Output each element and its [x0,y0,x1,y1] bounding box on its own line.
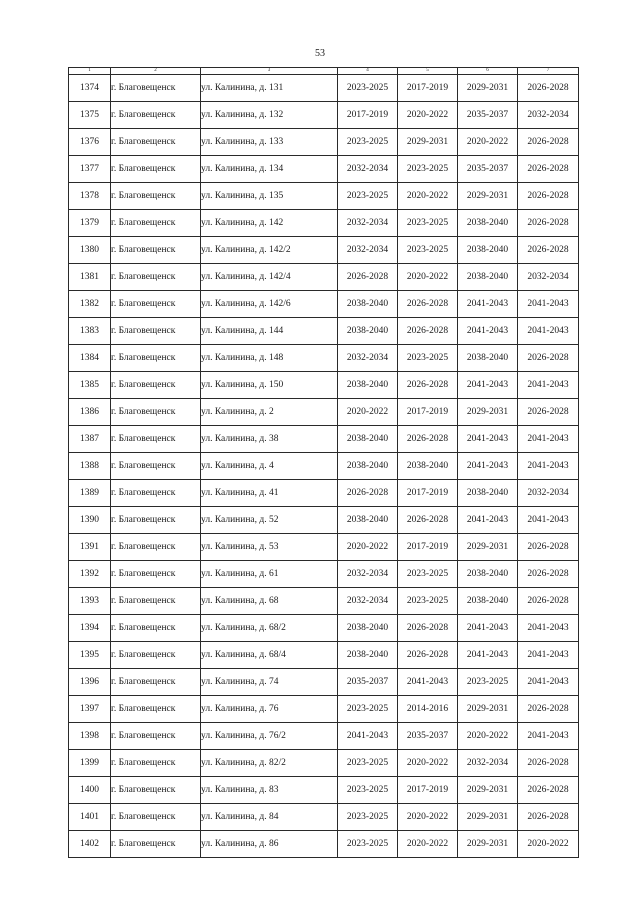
period-3-cell: 2041-2043 [458,615,518,642]
row-number-cell: 1391 [69,534,111,561]
address-cell: ул. Калинина, д. 76/2 [201,723,338,750]
city-cell: г. Благовещенск [111,480,201,507]
period-2-cell: 2023-2025 [398,588,458,615]
period-4-cell: 2026-2028 [518,561,579,588]
address-cell: ул. Калинина, д. 38 [201,426,338,453]
city-cell: г. Благовещенск [111,372,201,399]
period-2-cell: 2038-2040 [398,453,458,480]
address-cell: ул. Калинина, д. 142/6 [201,291,338,318]
table-row [69,453,579,480]
row-number-cell: 1394 [69,615,111,642]
period-3-cell: 2041-2043 [458,507,518,534]
row-number-cell: 1378 [69,183,111,210]
city-cell: г. Благовещенск [111,507,201,534]
address-cell: ул. Калинина, д. 82/2 [201,750,338,777]
period-2-cell: 2026-2028 [398,642,458,669]
period-3-cell: 2041-2043 [458,453,518,480]
table-row [69,507,579,534]
period-1-cell: 2020-2022 [338,534,398,561]
period-3-cell: 2038-2040 [458,264,518,291]
period-4-cell: 2026-2028 [518,129,579,156]
table-row [69,399,579,426]
address-cell: ул. Калинина, д. 41 [201,480,338,507]
city-cell: г. Благовещенск [111,210,201,237]
period-2-cell: 2023-2025 [398,210,458,237]
period-4-cell: 2041-2043 [518,723,579,750]
address-cell: ул. Калинина, д. 134 [201,156,338,183]
address-cell: ул. Калинина, д. 131 [201,75,338,102]
period-2-cell: 2020-2022 [398,183,458,210]
period-4-cell: 2041-2043 [518,453,579,480]
city-cell: г. Благовещенск [111,696,201,723]
address-cell: ул. Калинина, д. 142/4 [201,264,338,291]
period-3-cell: 2041-2043 [458,426,518,453]
address-cell: ул. Калинина, д. 84 [201,804,338,831]
period-2-cell: 2026-2028 [398,615,458,642]
period-1-cell: 2038-2040 [338,426,398,453]
row-number-cell: 1383 [69,318,111,345]
period-2-cell: 2023-2025 [398,237,458,264]
period-2-cell: 2029-2031 [398,129,458,156]
table-row [69,777,579,804]
period-1-cell: 2023-2025 [338,696,398,723]
period-4-cell: 2026-2028 [518,399,579,426]
row-number-cell: 1398 [69,723,111,750]
table-row [69,534,579,561]
row-number-cell: 1397 [69,696,111,723]
period-4-cell: 2041-2043 [518,642,579,669]
table-row [69,156,579,183]
period-2-cell: 2017-2019 [398,480,458,507]
period-1-cell: 2041-2043 [338,723,398,750]
column-header-7: 7 [518,68,579,75]
period-3-cell: 2029-2031 [458,399,518,426]
period-2-cell: 2020-2022 [398,102,458,129]
city-cell: г. Благовещенск [111,534,201,561]
table-row [69,561,579,588]
period-4-cell: 2026-2028 [518,75,579,102]
period-3-cell: 2029-2031 [458,831,518,858]
period-4-cell: 2041-2043 [518,615,579,642]
address-cell: ул. Калинина, д. 83 [201,777,338,804]
city-cell: г. Благовещенск [111,75,201,102]
city-cell: г. Благовещенск [111,237,201,264]
period-2-cell: 2026-2028 [398,426,458,453]
period-4-cell: 2026-2028 [518,345,579,372]
city-cell: г. Благовещенск [111,588,201,615]
period-2-cell: 2035-2037 [398,723,458,750]
period-3-cell: 2035-2037 [458,102,518,129]
period-3-cell: 2029-2031 [458,696,518,723]
row-number-cell: 1399 [69,750,111,777]
period-3-cell: 2041-2043 [458,318,518,345]
address-cell: ул. Калинина, д. 61 [201,561,338,588]
row-number-cell: 1395 [69,642,111,669]
period-2-cell: 2023-2025 [398,156,458,183]
period-4-cell: 2041-2043 [518,426,579,453]
address-cell: ул. Калинина, д. 148 [201,345,338,372]
address-cell: ул. Калинина, д. 135 [201,183,338,210]
address-cell: ул. Калинина, д. 150 [201,372,338,399]
table-row [69,372,579,399]
period-2-cell: 2023-2025 [398,345,458,372]
address-cell: ул. Калинина, д. 133 [201,129,338,156]
period-3-cell: 2038-2040 [458,237,518,264]
city-cell: г. Благовещенск [111,804,201,831]
row-number-cell: 1376 [69,129,111,156]
table-row [69,129,579,156]
period-3-cell: 2029-2031 [458,534,518,561]
registry-table [68,67,579,858]
table-row [69,588,579,615]
period-1-cell: 2038-2040 [338,372,398,399]
column-header-5: 5 [398,68,458,75]
period-4-cell: 2026-2028 [518,183,579,210]
table-row [69,750,579,777]
period-2-cell: 2020-2022 [398,804,458,831]
address-cell: ул. Калинина, д. 68 [201,588,338,615]
page-number: 53 [315,48,325,59]
city-cell: г. Благовещенск [111,291,201,318]
period-1-cell: 2038-2040 [338,318,398,345]
address-cell: ул. Калинина, д. 68/2 [201,615,338,642]
row-number-cell: 1389 [69,480,111,507]
address-cell: ул. Калинина, д. 68/4 [201,642,338,669]
address-cell: ул. Калинина, д. 52 [201,507,338,534]
table-row [69,210,579,237]
period-3-cell: 2035-2037 [458,156,518,183]
address-cell: ул. Калинина, д. 76 [201,696,338,723]
address-cell: ул. Калинина, д. 74 [201,669,338,696]
city-cell: г. Благовещенск [111,156,201,183]
period-3-cell: 2038-2040 [458,561,518,588]
period-2-cell: 2041-2043 [398,669,458,696]
period-1-cell: 2023-2025 [338,183,398,210]
period-4-cell: 2026-2028 [518,777,579,804]
period-1-cell: 2038-2040 [338,642,398,669]
period-4-cell: 2032-2034 [518,102,579,129]
address-cell: ул. Калинина, д. 142/2 [201,237,338,264]
row-number-cell: 1379 [69,210,111,237]
row-number-cell: 1374 [69,75,111,102]
address-cell: ул. Калинина, д. 142 [201,210,338,237]
period-3-cell: 2023-2025 [458,669,518,696]
row-number-cell: 1400 [69,777,111,804]
row-number-cell: 1382 [69,291,111,318]
row-number-cell: 1393 [69,588,111,615]
table-row [69,831,579,858]
city-cell: г. Благовещенск [111,777,201,804]
table-row [69,102,579,129]
city-cell: г. Благовещенск [111,264,201,291]
address-cell: ул. Калинина, д. 144 [201,318,338,345]
period-3-cell: 2041-2043 [458,372,518,399]
city-cell: г. Благовещенск [111,129,201,156]
period-2-cell: 2014-2016 [398,696,458,723]
address-cell: ул. Калинина, д. 53 [201,534,338,561]
city-cell: г. Благовещенск [111,102,201,129]
city-cell: г. Благовещенск [111,669,201,696]
period-2-cell: 2023-2025 [398,561,458,588]
city-cell: г. Благовещенск [111,318,201,345]
table-row [69,426,579,453]
period-4-cell: 2041-2043 [518,372,579,399]
period-3-cell: 2029-2031 [458,777,518,804]
period-3-cell: 2032-2034 [458,750,518,777]
period-1-cell: 2035-2037 [338,669,398,696]
period-3-cell: 2038-2040 [458,210,518,237]
city-cell: г. Благовещенск [111,426,201,453]
period-3-cell: 2020-2022 [458,129,518,156]
row-number-cell: 1390 [69,507,111,534]
row-number-cell: 1384 [69,345,111,372]
row-number-cell: 1377 [69,156,111,183]
period-1-cell: 2026-2028 [338,480,398,507]
period-2-cell: 2026-2028 [398,507,458,534]
period-2-cell: 2026-2028 [398,372,458,399]
column-header-2: 2 [111,68,201,75]
period-3-cell: 2041-2043 [458,642,518,669]
period-1-cell: 2023-2025 [338,750,398,777]
table-body [69,75,579,858]
period-3-cell: 2038-2040 [458,480,518,507]
period-4-cell: 2026-2028 [518,156,579,183]
table-row [69,480,579,507]
row-number-cell: 1388 [69,453,111,480]
period-2-cell: 2020-2022 [398,750,458,777]
period-3-cell: 2038-2040 [458,345,518,372]
table-row [69,345,579,372]
table-row [69,642,579,669]
period-1-cell: 2032-2034 [338,561,398,588]
period-4-cell: 2026-2028 [518,804,579,831]
period-1-cell: 2038-2040 [338,453,398,480]
period-4-cell: 2041-2043 [518,291,579,318]
period-4-cell: 2026-2028 [518,750,579,777]
period-1-cell: 2032-2034 [338,156,398,183]
city-cell: г. Благовещенск [111,642,201,669]
period-4-cell: 2026-2028 [518,696,579,723]
period-3-cell: 2020-2022 [458,723,518,750]
period-1-cell: 2017-2019 [338,102,398,129]
period-4-cell: 2026-2028 [518,210,579,237]
table-row [69,318,579,345]
address-cell: ул. Калинина, д. 132 [201,102,338,129]
period-1-cell: 2032-2034 [338,210,398,237]
period-4-cell: 2032-2034 [518,264,579,291]
city-cell: г. Благовещенск [111,399,201,426]
period-1-cell: 2023-2025 [338,804,398,831]
address-cell: ул. Калинина, д. 4 [201,453,338,480]
column-header-4: 4 [338,68,398,75]
table-row [69,183,579,210]
period-1-cell: 2020-2022 [338,399,398,426]
row-number-cell: 1380 [69,237,111,264]
period-4-cell: 2026-2028 [518,588,579,615]
period-4-cell: 2041-2043 [518,507,579,534]
period-2-cell: 2020-2022 [398,831,458,858]
address-cell: ул. Калинина, д. 2 [201,399,338,426]
period-4-cell: 2032-2034 [518,480,579,507]
table-row [69,264,579,291]
period-2-cell: 2026-2028 [398,291,458,318]
table-header [69,68,579,75]
row-number-cell: 1401 [69,804,111,831]
row-number-cell: 1396 [69,669,111,696]
row-number-cell: 1386 [69,399,111,426]
period-1-cell: 2026-2028 [338,264,398,291]
period-4-cell: 2020-2022 [518,831,579,858]
period-1-cell: 2032-2034 [338,345,398,372]
period-4-cell: 2041-2043 [518,318,579,345]
table-row [69,696,579,723]
period-4-cell: 2026-2028 [518,534,579,561]
period-1-cell: 2023-2025 [338,75,398,102]
row-number-cell: 1402 [69,831,111,858]
column-header-3: 3 [201,68,338,75]
table-row [69,75,579,102]
city-cell: г. Благовещенск [111,723,201,750]
city-cell: г. Благовещенск [111,345,201,372]
header-row [69,68,579,75]
address-cell: ул. Калинина, д. 86 [201,831,338,858]
table-row [69,237,579,264]
column-header-1: 1 [69,68,111,75]
period-2-cell: 2017-2019 [398,75,458,102]
row-number-cell: 1375 [69,102,111,129]
period-4-cell: 2041-2043 [518,669,579,696]
period-1-cell: 2032-2034 [338,588,398,615]
period-1-cell: 2038-2040 [338,291,398,318]
period-1-cell: 2023-2025 [338,831,398,858]
period-1-cell: 2032-2034 [338,237,398,264]
period-2-cell: 2017-2019 [398,399,458,426]
period-1-cell: 2038-2040 [338,507,398,534]
period-3-cell: 2029-2031 [458,183,518,210]
row-number-cell: 1385 [69,372,111,399]
period-1-cell: 2023-2025 [338,777,398,804]
period-3-cell: 2029-2031 [458,804,518,831]
period-3-cell: 2041-2043 [458,291,518,318]
period-2-cell: 2026-2028 [398,318,458,345]
table-row [69,669,579,696]
period-2-cell: 2017-2019 [398,777,458,804]
row-number-cell: 1392 [69,561,111,588]
city-cell: г. Благовещенск [111,561,201,588]
column-header-6: 6 [458,68,518,75]
table-row [69,804,579,831]
city-cell: г. Благовещенск [111,750,201,777]
table-row [69,291,579,318]
city-cell: г. Благовещенск [111,831,201,858]
city-cell: г. Благовещенск [111,615,201,642]
table-row [69,615,579,642]
city-cell: г. Благовещенск [111,183,201,210]
period-3-cell: 2038-2040 [458,588,518,615]
period-1-cell: 2038-2040 [338,615,398,642]
period-4-cell: 2026-2028 [518,237,579,264]
period-1-cell: 2023-2025 [338,129,398,156]
period-3-cell: 2029-2031 [458,75,518,102]
row-number-cell: 1387 [69,426,111,453]
period-2-cell: 2017-2019 [398,534,458,561]
table-row [69,723,579,750]
row-number-cell: 1381 [69,264,111,291]
city-cell: г. Благовещенск [111,453,201,480]
period-2-cell: 2020-2022 [398,264,458,291]
